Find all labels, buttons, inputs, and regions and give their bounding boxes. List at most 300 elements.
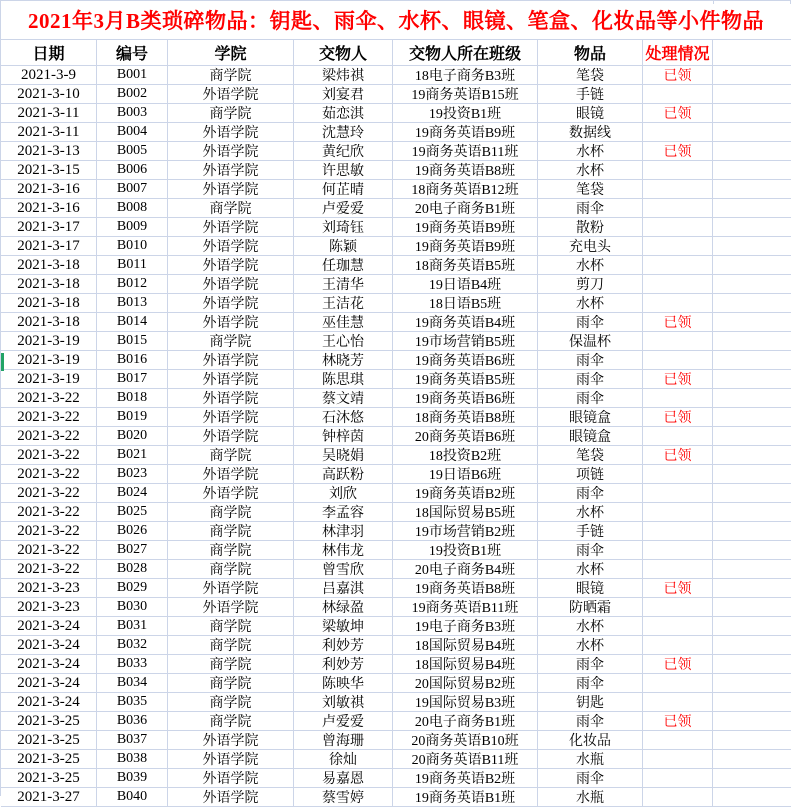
column-header-1[interactable]: 编号 [97, 40, 168, 66]
cell-r8-c3[interactable]: 刘琦钰 [294, 218, 393, 237]
cell-r24-c7[interactable] [713, 522, 791, 541]
cell-r37-c1[interactable]: B039 [97, 769, 168, 788]
cell-r20-c7[interactable] [713, 446, 791, 465]
cell-r29-c0[interactable]: 2021-3-24 [1, 617, 97, 636]
cell-r36-c4[interactable]: 20商务英语B11班 [393, 750, 538, 769]
cell-r38-c7[interactable] [713, 788, 791, 807]
cell-r37-c5[interactable]: 雨伞 [538, 769, 643, 788]
cell-r37-c0[interactable]: 2021-3-25 [1, 769, 97, 788]
cell-r35-c6[interactable] [643, 731, 713, 750]
cell-r29-c2[interactable]: 商学院 [168, 617, 294, 636]
cell-r22-c6[interactable] [643, 484, 713, 503]
cell-r38-c1[interactable]: B040 [97, 788, 168, 807]
cell-r2-c1[interactable]: B003 [97, 104, 168, 123]
cell-r14-c1[interactable]: B015 [97, 332, 168, 351]
cell-r21-c7[interactable] [713, 465, 791, 484]
cell-r26-c2[interactable]: 商学院 [168, 560, 294, 579]
cell-r23-c5[interactable]: 水杯 [538, 503, 643, 522]
cell-r13-c2[interactable]: 外语学院 [168, 313, 294, 332]
cell-r38-c5[interactable]: 水瓶 [538, 788, 643, 807]
cell-r3-c0[interactable]: 2021-3-11 [1, 123, 97, 142]
cell-r36-c2[interactable]: 外语学院 [168, 750, 294, 769]
cell-r37-c2[interactable]: 外语学院 [168, 769, 294, 788]
cell-r3-c6[interactable] [643, 123, 713, 142]
cell-r16-c4[interactable]: 19商务英语B5班 [393, 370, 538, 389]
cell-r24-c4[interactable]: 19市场营销B2班 [393, 522, 538, 541]
cell-r35-c1[interactable]: B037 [97, 731, 168, 750]
cell-r22-c5[interactable]: 雨伞 [538, 484, 643, 503]
cell-r32-c1[interactable]: B034 [97, 674, 168, 693]
cell-r4-c1[interactable]: B005 [97, 142, 168, 161]
cell-r26-c6[interactable] [643, 560, 713, 579]
cell-r5-c1[interactable]: B006 [97, 161, 168, 180]
cell-r2-c0[interactable]: 2021-3-11 [1, 104, 97, 123]
cell-r5-c0[interactable]: 2021-3-15 [1, 161, 97, 180]
cell-r19-c7[interactable] [713, 427, 791, 446]
cell-r9-c4[interactable]: 19商务英语B9班 [393, 237, 538, 256]
cell-r23-c2[interactable]: 商学院 [168, 503, 294, 522]
cell-r3-c5[interactable]: 数据线 [538, 123, 643, 142]
cell-r13-c6[interactable]: 已领 [643, 313, 713, 332]
column-header-4[interactable]: 交物人所在班级 [393, 40, 538, 66]
cell-r17-c0[interactable]: 2021-3-22 [1, 389, 97, 408]
cell-r13-c5[interactable]: 雨伞 [538, 313, 643, 332]
cell-r19-c4[interactable]: 20商务英语B6班 [393, 427, 538, 446]
cell-r28-c5[interactable]: 防晒霜 [538, 598, 643, 617]
cell-r9-c7[interactable] [713, 237, 791, 256]
cell-r8-c2[interactable]: 外语学院 [168, 218, 294, 237]
cell-r33-c0[interactable]: 2021-3-24 [1, 693, 97, 712]
cell-r36-c1[interactable]: B038 [97, 750, 168, 769]
cell-r6-c5[interactable]: 笔袋 [538, 180, 643, 199]
cell-r3-c3[interactable]: 沈慧玲 [294, 123, 393, 142]
cell-r35-c5[interactable]: 化妆品 [538, 731, 643, 750]
cell-r31-c5[interactable]: 雨伞 [538, 655, 643, 674]
cell-r14-c2[interactable]: 商学院 [168, 332, 294, 351]
cell-r17-c5[interactable]: 雨伞 [538, 389, 643, 408]
cell-r25-c4[interactable]: 19投资B1班 [393, 541, 538, 560]
cell-r16-c3[interactable]: 陈思琪 [294, 370, 393, 389]
cell-r19-c2[interactable]: 外语学院 [168, 427, 294, 446]
cell-r37-c6[interactable] [643, 769, 713, 788]
cell-r25-c0[interactable]: 2021-3-22 [1, 541, 97, 560]
cell-r30-c4[interactable]: 18国际贸易B4班 [393, 636, 538, 655]
cell-r3-c7[interactable] [713, 123, 791, 142]
cell-r29-c6[interactable] [643, 617, 713, 636]
cell-r1-c6[interactable] [643, 85, 713, 104]
cell-r31-c1[interactable]: B033 [97, 655, 168, 674]
cell-r16-c6[interactable]: 已领 [643, 370, 713, 389]
cell-r1-c0[interactable]: 2021-3-10 [1, 85, 97, 104]
cell-r0-c2[interactable]: 商学院 [168, 66, 294, 85]
cell-r8-c6[interactable] [643, 218, 713, 237]
cell-r2-c2[interactable]: 商学院 [168, 104, 294, 123]
cell-r15-c7[interactable] [713, 351, 791, 370]
cell-r5-c4[interactable]: 19商务英语B8班 [393, 161, 538, 180]
cell-r19-c5[interactable]: 眼镜盒 [538, 427, 643, 446]
cell-r23-c0[interactable]: 2021-3-22 [1, 503, 97, 522]
cell-r36-c7[interactable] [713, 750, 791, 769]
cell-r18-c3[interactable]: 石沐悠 [294, 408, 393, 427]
cell-r15-c2[interactable]: 外语学院 [168, 351, 294, 370]
cell-r23-c1[interactable]: B025 [97, 503, 168, 522]
cell-r20-c2[interactable]: 商学院 [168, 446, 294, 465]
cell-r10-c7[interactable] [713, 256, 791, 275]
cell-r12-c4[interactable]: 18日语B5班 [393, 294, 538, 313]
cell-r36-c0[interactable]: 2021-3-25 [1, 750, 97, 769]
cell-r21-c2[interactable]: 外语学院 [168, 465, 294, 484]
cell-r23-c3[interactable]: 李孟容 [294, 503, 393, 522]
cell-r29-c5[interactable]: 水杯 [538, 617, 643, 636]
cell-r28-c2[interactable]: 外语学院 [168, 598, 294, 617]
cell-r12-c0[interactable]: 2021-3-18 [1, 294, 97, 313]
cell-r4-c5[interactable]: 水杯 [538, 142, 643, 161]
cell-r4-c6[interactable]: 已领 [643, 142, 713, 161]
cell-r24-c1[interactable]: B026 [97, 522, 168, 541]
cell-r37-c3[interactable]: 易嘉恩 [294, 769, 393, 788]
cell-r25-c7[interactable] [713, 541, 791, 560]
cell-r4-c7[interactable] [713, 142, 791, 161]
cell-r35-c4[interactable]: 20商务英语B10班 [393, 731, 538, 750]
cell-r9-c0[interactable]: 2021-3-17 [1, 237, 97, 256]
cell-r24-c5[interactable]: 手链 [538, 522, 643, 541]
cell-r19-c0[interactable]: 2021-3-22 [1, 427, 97, 446]
cell-r12-c5[interactable]: 水杯 [538, 294, 643, 313]
cell-r28-c0[interactable]: 2021-3-23 [1, 598, 97, 617]
cell-r3-c4[interactable]: 19商务英语B9班 [393, 123, 538, 142]
cell-r1-c7[interactable] [713, 85, 791, 104]
cell-r22-c4[interactable]: 19商务英语B2班 [393, 484, 538, 503]
cell-r21-c1[interactable]: B023 [97, 465, 168, 484]
cell-r8-c4[interactable]: 19商务英语B9班 [393, 218, 538, 237]
cell-r20-c0[interactable]: 2021-3-22 [1, 446, 97, 465]
cell-r21-c4[interactable]: 19日语B6班 [393, 465, 538, 484]
cell-r6-c3[interactable]: 何芷晴 [294, 180, 393, 199]
cell-r38-c0[interactable]: 2021-3-27 [1, 788, 97, 807]
cell-r12-c1[interactable]: B013 [97, 294, 168, 313]
cell-r14-c3[interactable]: 王心怡 [294, 332, 393, 351]
cell-r33-c4[interactable]: 19国际贸易B3班 [393, 693, 538, 712]
cell-r31-c4[interactable]: 18国际贸易B4班 [393, 655, 538, 674]
cell-r24-c6[interactable] [643, 522, 713, 541]
cell-r18-c2[interactable]: 外语学院 [168, 408, 294, 427]
cell-r25-c1[interactable]: B027 [97, 541, 168, 560]
cell-r16-c0[interactable]: 2021-3-19 [1, 370, 97, 389]
column-header-7[interactable] [713, 40, 791, 66]
cell-r27-c4[interactable]: 19商务英语B8班 [393, 579, 538, 598]
cell-r7-c3[interactable]: 卢爱爱 [294, 199, 393, 218]
cell-r28-c4[interactable]: 19商务英语B11班 [393, 598, 538, 617]
cell-r17-c3[interactable]: 蔡文靖 [294, 389, 393, 408]
cell-r10-c6[interactable] [643, 256, 713, 275]
cell-r0-c3[interactable]: 梁炜祺 [294, 66, 393, 85]
cell-r7-c1[interactable]: B008 [97, 199, 168, 218]
cell-r15-c5[interactable]: 雨伞 [538, 351, 643, 370]
cell-r20-c5[interactable]: 笔袋 [538, 446, 643, 465]
cell-r2-c5[interactable]: 眼镜 [538, 104, 643, 123]
cell-r11-c1[interactable]: B012 [97, 275, 168, 294]
cell-r23-c7[interactable] [713, 503, 791, 522]
cell-r30-c7[interactable] [713, 636, 791, 655]
cell-r28-c6[interactable] [643, 598, 713, 617]
cell-r37-c7[interactable] [713, 769, 791, 788]
cell-r34-c6[interactable]: 已领 [643, 712, 713, 731]
cell-r14-c5[interactable]: 保温杯 [538, 332, 643, 351]
cell-r1-c3[interactable]: 刘宴君 [294, 85, 393, 104]
cell-r31-c2[interactable]: 商学院 [168, 655, 294, 674]
cell-r8-c0[interactable]: 2021-3-17 [1, 218, 97, 237]
cell-r6-c1[interactable]: B007 [97, 180, 168, 199]
cell-r11-c3[interactable]: 王清华 [294, 275, 393, 294]
cell-r7-c2[interactable]: 商学院 [168, 199, 294, 218]
cell-r27-c2[interactable]: 外语学院 [168, 579, 294, 598]
cell-r13-c4[interactable]: 19商务英语B4班 [393, 313, 538, 332]
cell-r9-c6[interactable] [643, 237, 713, 256]
cell-r38-c3[interactable]: 蔡雪婷 [294, 788, 393, 807]
cell-r22-c7[interactable] [713, 484, 791, 503]
cell-r33-c7[interactable] [713, 693, 791, 712]
cell-r16-c5[interactable]: 雨伞 [538, 370, 643, 389]
cell-r38-c2[interactable]: 外语学院 [168, 788, 294, 807]
cell-r4-c3[interactable]: 黄纪欣 [294, 142, 393, 161]
cell-r29-c3[interactable]: 梁敏坤 [294, 617, 393, 636]
cell-r2-c7[interactable] [713, 104, 791, 123]
cell-r6-c7[interactable] [713, 180, 791, 199]
cell-r7-c7[interactable] [713, 199, 791, 218]
cell-r34-c3[interactable]: 卢爱爱 [294, 712, 393, 731]
cell-r35-c7[interactable] [713, 731, 791, 750]
cell-r27-c3[interactable]: 吕嘉淇 [294, 579, 393, 598]
cell-r17-c1[interactable]: B018 [97, 389, 168, 408]
cell-r10-c0[interactable]: 2021-3-18 [1, 256, 97, 275]
cell-r35-c2[interactable]: 外语学院 [168, 731, 294, 750]
cell-r32-c0[interactable]: 2021-3-24 [1, 674, 97, 693]
cell-r25-c5[interactable]: 雨伞 [538, 541, 643, 560]
cell-r20-c1[interactable]: B021 [97, 446, 168, 465]
cell-r0-c4[interactable]: 18电子商务B3班 [393, 66, 538, 85]
cell-r15-c3[interactable]: 林晓芳 [294, 351, 393, 370]
cell-r13-c1[interactable]: B014 [97, 313, 168, 332]
cell-r3-c1[interactable]: B004 [97, 123, 168, 142]
cell-r36-c6[interactable] [643, 750, 713, 769]
cell-r35-c3[interactable]: 曾海珊 [294, 731, 393, 750]
cell-r35-c0[interactable]: 2021-3-25 [1, 731, 97, 750]
cell-r30-c3[interactable]: 利妙芳 [294, 636, 393, 655]
cell-r4-c4[interactable]: 19商务英语B11班 [393, 142, 538, 161]
cell-r24-c2[interactable]: 商学院 [168, 522, 294, 541]
cell-r27-c6[interactable]: 已领 [643, 579, 713, 598]
cell-r34-c7[interactable] [713, 712, 791, 731]
cell-r14-c6[interactable] [643, 332, 713, 351]
cell-r33-c1[interactable]: B035 [97, 693, 168, 712]
cell-r22-c0[interactable]: 2021-3-22 [1, 484, 97, 503]
cell-r32-c4[interactable]: 20国际贸易B2班 [393, 674, 538, 693]
cell-r21-c6[interactable] [643, 465, 713, 484]
cell-r27-c5[interactable]: 眼镜 [538, 579, 643, 598]
cell-r13-c0[interactable]: 2021-3-18 [1, 313, 97, 332]
cell-r6-c0[interactable]: 2021-3-16 [1, 180, 97, 199]
cell-r36-c3[interactable]: 徐灿 [294, 750, 393, 769]
cell-r34-c0[interactable]: 2021-3-25 [1, 712, 97, 731]
cell-r32-c5[interactable]: 雨伞 [538, 674, 643, 693]
cell-r9-c1[interactable]: B010 [97, 237, 168, 256]
cell-r9-c5[interactable]: 充电头 [538, 237, 643, 256]
cell-r5-c3[interactable]: 许思敏 [294, 161, 393, 180]
cell-r11-c7[interactable] [713, 275, 791, 294]
cell-r5-c6[interactable] [643, 161, 713, 180]
cell-r16-c2[interactable]: 外语学院 [168, 370, 294, 389]
cell-r21-c3[interactable]: 高跃粉 [294, 465, 393, 484]
cell-r11-c6[interactable] [643, 275, 713, 294]
cell-r23-c4[interactable]: 18国际贸易B5班 [393, 503, 538, 522]
cell-r7-c0[interactable]: 2021-3-16 [1, 199, 97, 218]
cell-r3-c2[interactable]: 外语学院 [168, 123, 294, 142]
cell-r8-c1[interactable]: B009 [97, 218, 168, 237]
cell-r4-c2[interactable]: 外语学院 [168, 142, 294, 161]
cell-r19-c3[interactable]: 钟梓茵 [294, 427, 393, 446]
cell-r17-c7[interactable] [713, 389, 791, 408]
cell-r18-c6[interactable]: 已领 [643, 408, 713, 427]
cell-r29-c4[interactable]: 19电子商务B3班 [393, 617, 538, 636]
cell-r32-c7[interactable] [713, 674, 791, 693]
cell-r22-c3[interactable]: 刘欣 [294, 484, 393, 503]
cell-r32-c3[interactable]: 陈映华 [294, 674, 393, 693]
cell-r20-c3[interactable]: 吴晓娟 [294, 446, 393, 465]
cell-r17-c6[interactable] [643, 389, 713, 408]
cell-r2-c6[interactable]: 已领 [643, 104, 713, 123]
cell-r24-c0[interactable]: 2021-3-22 [1, 522, 97, 541]
cell-r10-c4[interactable]: 18商务英语B5班 [393, 256, 538, 275]
cell-r7-c5[interactable]: 雨伞 [538, 199, 643, 218]
cell-r33-c6[interactable] [643, 693, 713, 712]
cell-r33-c3[interactable]: 刘敏祺 [294, 693, 393, 712]
cell-r8-c5[interactable]: 散粉 [538, 218, 643, 237]
cell-r6-c6[interactable] [643, 180, 713, 199]
cell-r32-c2[interactable]: 商学院 [168, 674, 294, 693]
cell-r27-c7[interactable] [713, 579, 791, 598]
cell-r18-c0[interactable]: 2021-3-22 [1, 408, 97, 427]
cell-r15-c1[interactable]: B016 [97, 351, 168, 370]
cell-r27-c0[interactable]: 2021-3-23 [1, 579, 97, 598]
cell-r30-c1[interactable]: B032 [97, 636, 168, 655]
cell-r1-c1[interactable]: B002 [97, 85, 168, 104]
cell-r24-c3[interactable]: 林津羽 [294, 522, 393, 541]
cell-r28-c7[interactable] [713, 598, 791, 617]
cell-r10-c1[interactable]: B011 [97, 256, 168, 275]
cell-r20-c6[interactable]: 已领 [643, 446, 713, 465]
cell-r2-c3[interactable]: 茹恋淇 [294, 104, 393, 123]
cell-r30-c6[interactable] [643, 636, 713, 655]
cell-r28-c1[interactable]: B030 [97, 598, 168, 617]
cell-r13-c7[interactable] [713, 313, 791, 332]
cell-r17-c4[interactable]: 19商务英语B6班 [393, 389, 538, 408]
cell-r31-c6[interactable]: 已领 [643, 655, 713, 674]
cell-r12-c7[interactable] [713, 294, 791, 313]
cell-r14-c4[interactable]: 19市场营销B5班 [393, 332, 538, 351]
cell-r26-c3[interactable]: 曾雪欣 [294, 560, 393, 579]
cell-r18-c1[interactable]: B019 [97, 408, 168, 427]
cell-r25-c3[interactable]: 林伟龙 [294, 541, 393, 560]
cell-r11-c2[interactable]: 外语学院 [168, 275, 294, 294]
column-header-6[interactable]: 处理情况 [643, 40, 713, 66]
cell-r30-c0[interactable]: 2021-3-24 [1, 636, 97, 655]
cell-r18-c7[interactable] [713, 408, 791, 427]
cell-r11-c5[interactable]: 剪刀 [538, 275, 643, 294]
cell-r19-c1[interactable]: B020 [97, 427, 168, 446]
cell-r21-c0[interactable]: 2021-3-22 [1, 465, 97, 484]
cell-r22-c2[interactable]: 外语学院 [168, 484, 294, 503]
cell-r32-c6[interactable] [643, 674, 713, 693]
column-header-5[interactable]: 物品 [538, 40, 643, 66]
cell-r33-c2[interactable]: 商学院 [168, 693, 294, 712]
cell-r11-c0[interactable]: 2021-3-18 [1, 275, 97, 294]
cell-r16-c7[interactable] [713, 370, 791, 389]
cell-r5-c5[interactable]: 水杯 [538, 161, 643, 180]
cell-r18-c5[interactable]: 眼镜盒 [538, 408, 643, 427]
cell-r5-c2[interactable]: 外语学院 [168, 161, 294, 180]
cell-r1-c4[interactable]: 19商务英语B15班 [393, 85, 538, 104]
cell-r34-c2[interactable]: 商学院 [168, 712, 294, 731]
cell-r30-c2[interactable]: 商学院 [168, 636, 294, 655]
cell-r29-c1[interactable]: B031 [97, 617, 168, 636]
cell-r15-c6[interactable] [643, 351, 713, 370]
cell-r7-c4[interactable]: 20电子商务B1班 [393, 199, 538, 218]
cell-r0-c7[interactable] [713, 66, 791, 85]
cell-r22-c1[interactable]: B024 [97, 484, 168, 503]
cell-r12-c2[interactable]: 外语学院 [168, 294, 294, 313]
cell-r38-c6[interactable] [643, 788, 713, 807]
cell-r0-c6[interactable]: 已领 [643, 66, 713, 85]
cell-r27-c1[interactable]: B029 [97, 579, 168, 598]
cell-r14-c0[interactable]: 2021-3-19 [1, 332, 97, 351]
cell-r13-c3[interactable]: 巫佳慧 [294, 313, 393, 332]
cell-r29-c7[interactable] [713, 617, 791, 636]
cell-r25-c2[interactable]: 商学院 [168, 541, 294, 560]
column-header-3[interactable]: 交物人 [294, 40, 393, 66]
cell-r0-c5[interactable]: 笔袋 [538, 66, 643, 85]
cell-r4-c0[interactable]: 2021-3-13 [1, 142, 97, 161]
cell-r10-c3[interactable]: 任珈慧 [294, 256, 393, 275]
cell-r10-c5[interactable]: 水杯 [538, 256, 643, 275]
cell-r26-c1[interactable]: B028 [97, 560, 168, 579]
cell-r26-c4[interactable]: 20电子商务B4班 [393, 560, 538, 579]
cell-r31-c3[interactable]: 利妙芳 [294, 655, 393, 674]
cell-r17-c2[interactable]: 外语学院 [168, 389, 294, 408]
cell-r20-c4[interactable]: 18投资B2班 [393, 446, 538, 465]
cell-r12-c3[interactable]: 王洁花 [294, 294, 393, 313]
cell-r19-c6[interactable] [643, 427, 713, 446]
cell-r37-c4[interactable]: 19商务英语B2班 [393, 769, 538, 788]
title-merged-cell[interactable] [1, 1, 791, 40]
column-header-2[interactable]: 学院 [168, 40, 294, 66]
cell-r23-c6[interactable] [643, 503, 713, 522]
cell-r36-c5[interactable]: 水瓶 [538, 750, 643, 769]
cell-r11-c4[interactable]: 19日语B4班 [393, 275, 538, 294]
cell-r0-c0[interactable]: 2021-3-9 [1, 66, 97, 85]
cell-r31-c7[interactable] [713, 655, 791, 674]
cell-r31-c0[interactable]: 2021-3-24 [1, 655, 97, 674]
cell-r34-c5[interactable]: 雨伞 [538, 712, 643, 731]
cell-r26-c0[interactable]: 2021-3-22 [1, 560, 97, 579]
cell-r1-c2[interactable]: 外语学院 [168, 85, 294, 104]
cell-r26-c7[interactable] [713, 560, 791, 579]
cell-r33-c5[interactable]: 钥匙 [538, 693, 643, 712]
cell-r30-c5[interactable]: 水杯 [538, 636, 643, 655]
cell-r9-c2[interactable]: 外语学院 [168, 237, 294, 256]
cell-r34-c4[interactable]: 20电子商务B1班 [393, 712, 538, 731]
cell-r18-c4[interactable]: 18商务英语B8班 [393, 408, 538, 427]
cell-r10-c2[interactable]: 外语学院 [168, 256, 294, 275]
